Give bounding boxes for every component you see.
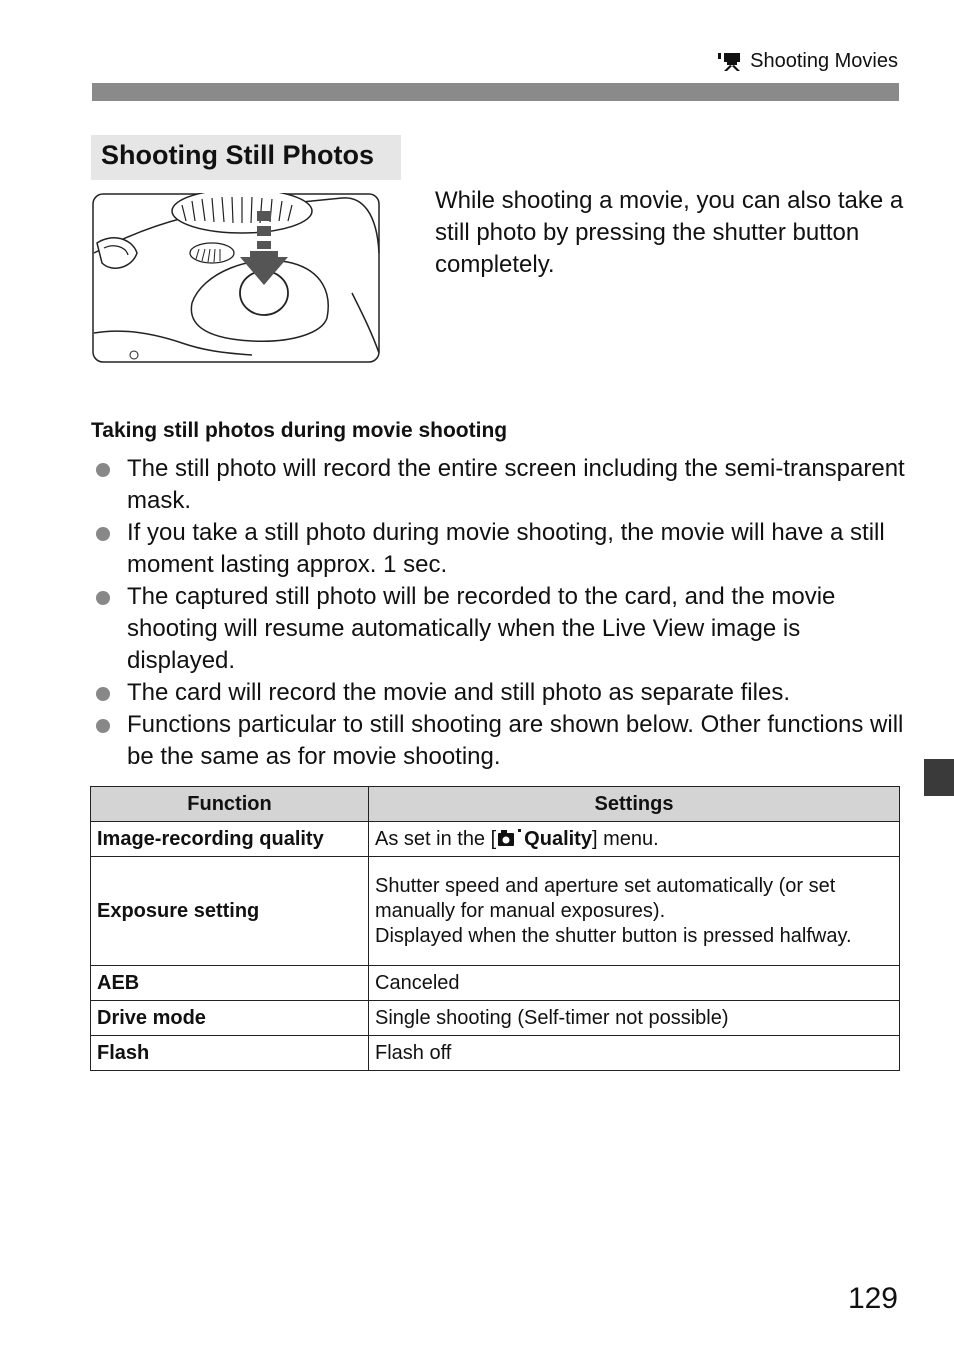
header-title: Shooting Movies [750, 50, 898, 72]
list-item: If you take a still photo during movie shooting, the movie will have a still moment lasting approx. 1 sec. [91, 517, 906, 581]
page-number: 129 [847, 1282, 898, 1315]
settings-cell: As set in the [ Quality] menu. [369, 822, 900, 857]
intro-paragraph: While shooting a movie, you can also take a still photo by pressing the shutter button completely. [435, 187, 904, 278]
bullet-icon [96, 719, 110, 733]
list-item: The still photo will record the entire screen including the semi-transparent mask. [91, 453, 906, 517]
list-item: Functions particular to still shooting are shown below. Other functions will be the same as for movie shooting. [91, 709, 906, 773]
bullet-icon [96, 687, 110, 701]
function-cell: Exposure setting [91, 857, 369, 966]
settings-cell: Shutter speed and aperture set automatically (or set manually for manual exposures). Displayed when the shutter button is pressed halfway. [369, 857, 900, 966]
camera-shutter-button-illustration [92, 193, 380, 363]
column-header-function: Function [91, 787, 369, 822]
function-cell: Flash [91, 1036, 369, 1071]
table-header-row [91, 787, 900, 822]
section-title: Shooting Still Photos [91, 135, 401, 180]
bullet-icon [96, 591, 110, 605]
bullet-icon [96, 527, 110, 541]
function-cell: AEB [91, 966, 369, 1001]
settings-cell: Canceled [369, 966, 900, 1001]
chapter-tab [924, 759, 954, 796]
camera-menu-icon [496, 828, 524, 848]
column-header-settings: Settings [369, 787, 900, 822]
table-row [91, 822, 900, 857]
bullet-list [91, 453, 906, 773]
movie-camera-icon [718, 53, 742, 71]
function-cell: Drive mode [91, 1001, 369, 1036]
settings-cell: Flash off [369, 1036, 900, 1071]
bullet-icon [96, 463, 110, 477]
running-header [718, 50, 898, 73]
table-row [91, 1001, 900, 1036]
header-bar [92, 83, 899, 101]
list-item: The captured still photo will be recorded to the card, and the movie shooting will resume automatically when the Live View image is displayed. [91, 581, 906, 677]
table-row [91, 966, 900, 1001]
list-item: The card will record the movie and still photo as separate files. [91, 677, 906, 709]
subheading: Taking still photos during movie shooting [91, 419, 508, 442]
function-cell: Image-recording quality [91, 822, 369, 857]
settings-cell: Single shooting (Self-timer not possible) [369, 1001, 900, 1036]
function-settings-table [90, 786, 900, 1071]
table-row [91, 857, 900, 966]
table-row [91, 1036, 900, 1071]
